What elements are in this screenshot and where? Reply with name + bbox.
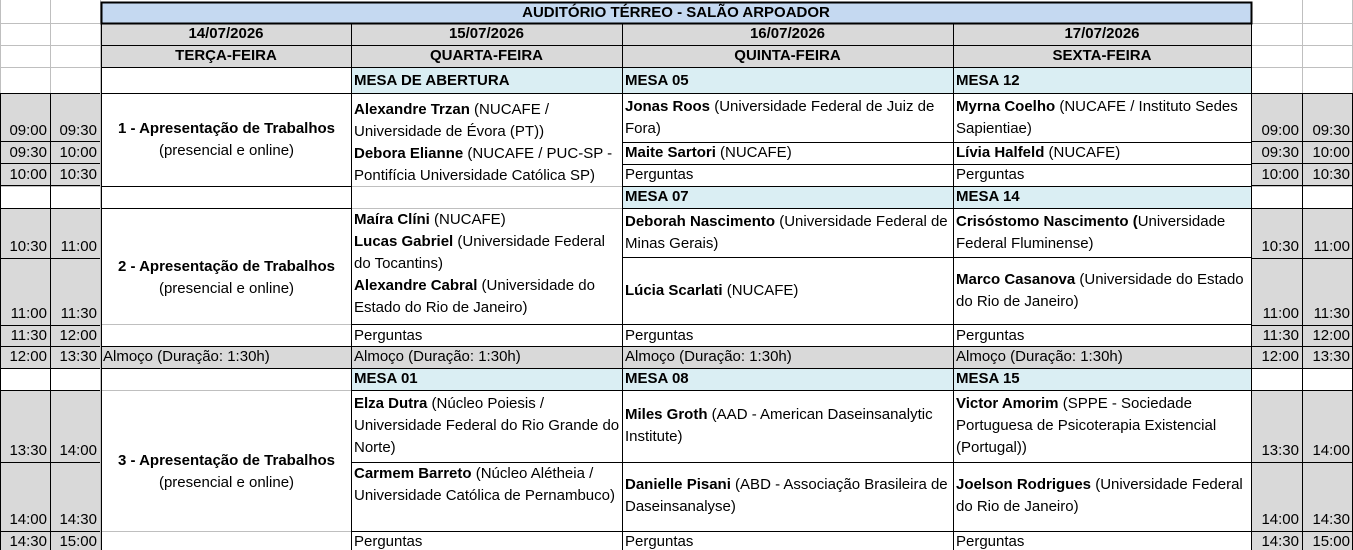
questions-label: Perguntas — [354, 327, 423, 344]
room-title: AUDITÓRIO TÉRREO - SALÃO ARPOADOR — [522, 4, 830, 21]
day-date-4: 17/07/2026 — [1064, 25, 1140, 42]
speaker-name: Lívia Halfeld — [956, 144, 1045, 161]
time-end: 15:00 — [1312, 533, 1350, 550]
speaker-entry — [622, 96, 953, 140]
speaker-entry — [953, 269, 1251, 313]
speaker-name: Marco Casanova — [956, 271, 1076, 288]
time-end: 15:00 — [59, 533, 97, 550]
time-end: 13:30 — [1312, 348, 1350, 365]
speaker-affiliation: (SPPE - Sociedade Portuguesa de Psicoterapia Existencial (Portugal)) — [956, 395, 1217, 456]
session-title: 1 - Apresentação de Trabalhos — [117, 120, 336, 137]
speaker-name: Debora Elianne — [354, 145, 464, 162]
mesa-heading: MESA 05 — [625, 72, 689, 89]
lunch-label: Almoço (Duração: 1:30h) — [354, 348, 521, 365]
time-start: 09:00 — [9, 122, 47, 139]
speaker-affiliation: Universidade Federal Fluminense) — [956, 213, 1226, 252]
speaker-name: Maite Sartori — [625, 144, 716, 161]
speaker-affiliation: (Universidade Federal do Rio de Janeiro) — [956, 476, 1243, 515]
speaker-entry — [351, 463, 622, 529]
speaker-name: Alexandre Cabral — [354, 277, 478, 294]
speaker-entry — [351, 143, 622, 209]
speaker-affiliation: (NUCAFE / PUC-SP - Pontifícia Universidade Católica SP) — [354, 145, 613, 184]
time-end: 11:00 — [60, 238, 97, 255]
speaker-entry — [622, 211, 953, 255]
questions-label: Perguntas — [956, 533, 1025, 550]
questions-label: Perguntas — [625, 327, 694, 344]
mesa-heading: MESA 15 — [956, 370, 1020, 387]
speaker-affiliation: (Universidade Federal de Minas Gerais) — [625, 213, 948, 252]
speaker-entry — [351, 275, 622, 319]
mesa-heading: MESA DE ABERTURA — [354, 72, 510, 89]
time-end: 10:00 — [59, 144, 97, 161]
time-end: 09:30 — [1312, 122, 1350, 139]
questions-label: Perguntas — [956, 327, 1025, 344]
time-start: 12:00 — [1261, 348, 1299, 365]
mesa-heading: MESA 08 — [625, 370, 689, 387]
time-end: 14:30 — [59, 511, 97, 528]
time-start: 14:00 — [9, 511, 47, 528]
time-start: 10:30 — [9, 238, 47, 255]
speaker-affiliation: (NUCAFE) — [722, 282, 799, 299]
speaker-affiliation: (Núcleo Alétheia / Universidade Católica de Pernambuco) — [354, 465, 615, 504]
speaker-name: Lucas Gabriel — [354, 233, 454, 250]
time-start: 12:00 — [9, 348, 47, 365]
tuesday-session-1 — [102, 118, 351, 164]
session-mode: (presencial e online) — [158, 142, 295, 159]
time-end: 11:30 — [60, 305, 97, 322]
speaker-name: Alexandre Trzan — [354, 101, 470, 118]
lunch-label: Almoço (Duração: 1:30h) — [625, 348, 792, 365]
day-date-2: 15/07/2026 — [448, 25, 525, 42]
time-end: 10:30 — [1312, 166, 1350, 183]
time-end: 10:30 — [59, 166, 97, 183]
speaker-affiliation: (NUCAFE) — [715, 144, 792, 161]
session-title: 3 - Apresentação de Trabalhos — [117, 452, 336, 469]
time-start: 10:30 — [1261, 238, 1299, 255]
session-mode: (presencial e online) — [158, 280, 295, 297]
day-date-3: 16/07/2026 — [749, 25, 826, 42]
speaker-affiliation: (Universidade do Estado do Rio de Janeiro) — [956, 271, 1244, 310]
speaker-entry — [351, 209, 622, 231]
speaker-entry — [622, 404, 953, 448]
time-end: 14:30 — [1312, 511, 1350, 528]
speaker-name: Victor Amorim — [956, 395, 1059, 412]
time-start: 11:30 — [1262, 327, 1299, 344]
time-start: 09:30 — [1261, 144, 1299, 161]
speaker-entry — [953, 211, 1251, 255]
speaker-entry — [622, 280, 953, 302]
speaker-affiliation: (Universidade Federal do Tocantins) — [354, 233, 605, 272]
day-weekday-1: TERÇA-FEIRA — [175, 47, 277, 64]
speaker-name: Elza Dutra — [354, 395, 428, 412]
day-weekday-4: SEXTA-FEIRA — [1052, 47, 1152, 64]
speaker-entry — [622, 474, 953, 518]
questions-label: Perguntas — [354, 533, 423, 550]
speaker-affiliation: (NUCAFE) — [429, 211, 506, 228]
time-start: 10:00 — [1261, 166, 1299, 183]
questions-label: Perguntas — [956, 166, 1025, 183]
time-end: 10:00 — [1312, 144, 1350, 161]
time-start: 10:00 — [9, 166, 47, 183]
speaker-name: Jonas Roos — [625, 98, 711, 115]
questions-label: Perguntas — [625, 166, 694, 183]
day-weekday-3: QUINTA-FEIRA — [734, 47, 841, 64]
time-start: 09:30 — [9, 144, 47, 161]
time-end: 14:00 — [59, 442, 97, 459]
time-end: 12:00 — [1312, 327, 1350, 344]
day-weekday-2: QUARTA-FEIRA — [429, 47, 544, 64]
time-start: 11:30 — [10, 327, 47, 344]
mesa-heading: MESA 07 — [625, 188, 689, 205]
speaker-name: Miles Groth — [625, 406, 708, 423]
speaker-entry — [953, 474, 1251, 518]
questions-label: Perguntas — [625, 533, 694, 550]
speaker-name: Maíra Clíni — [354, 211, 430, 228]
time-start: 13:30 — [9, 442, 47, 459]
speaker-name: Danielle Pisani — [625, 476, 731, 493]
speaker-entry — [351, 393, 622, 459]
speaker-affiliation: (AAD - American Daseinsanalytic Institute) — [625, 406, 933, 445]
time-end: 11:30 — [1313, 305, 1350, 322]
speaker-affiliation: (NUCAFE / Universidade de Évora (PT)) — [354, 101, 550, 140]
time-start: 14:30 — [9, 533, 47, 550]
time-start: 11:00 — [1262, 305, 1299, 322]
speaker-entry — [622, 142, 953, 164]
speaker-affiliation: (Universidade Federal de Juiz de Fora) — [625, 98, 935, 137]
speaker-entry — [953, 393, 1251, 459]
time-end: 12:00 — [59, 327, 97, 344]
tuesday-lunch: Almoço (Duração: 1:30h) — [103, 348, 270, 365]
mesa-heading: MESA 14 — [956, 188, 1020, 205]
mesa-heading: MESA 01 — [354, 370, 418, 387]
time-end: 09:30 — [59, 122, 97, 139]
time-start: 13:30 — [1261, 442, 1299, 459]
time-end: 14:00 — [1312, 442, 1350, 459]
time-start: 11:00 — [10, 305, 47, 322]
speaker-name: Joelson Rodrigues — [956, 476, 1092, 493]
speaker-name: Myrna Coelho — [956, 98, 1056, 115]
time-start: 14:30 — [1261, 533, 1299, 550]
speaker-affiliation: (ABD - Associação Brasileira de Daseinsanalyse) — [625, 476, 948, 515]
day-date-1: 14/07/2026 — [188, 25, 264, 42]
time-start: 14:00 — [1261, 511, 1299, 528]
time-start: 09:00 — [1261, 122, 1299, 139]
speaker-name: Crisóstomo Nascimento ( — [956, 213, 1138, 230]
time-end: 13:30 — [59, 348, 97, 365]
session-mode: (presencial e online) — [158, 474, 295, 491]
lunch-label: Almoço (Duração: 1:30h) — [956, 348, 1123, 365]
speaker-affiliation: (Núcleo Poiesis / Universidade Federal do Rio Grande do Norte) — [354, 395, 620, 456]
speaker-name: Carmem Barreto — [354, 465, 472, 482]
speaker-name: Deborah Nascimento — [625, 213, 776, 230]
session-title: 2 - Apresentação de Trabalhos — [117, 258, 336, 275]
speaker-name: Lúcia Scarlati — [625, 282, 723, 299]
speaker-affiliation: (NUCAFE / Instituto Sedes Sapientiae) — [956, 98, 1238, 137]
mesa-heading: MESA 12 — [956, 72, 1020, 89]
tuesday-session-2 — [102, 256, 351, 302]
speaker-entry — [351, 99, 622, 143]
speaker-affiliation: (NUCAFE) — [1044, 144, 1121, 161]
time-end: 11:00 — [1313, 238, 1350, 255]
speaker-entry — [351, 231, 622, 275]
speaker-entry — [953, 142, 1251, 164]
speaker-affiliation: (Universidade do Estado do Rio de Janeiro) — [354, 277, 595, 316]
speaker-entry — [953, 96, 1251, 140]
tuesday-session-3 — [102, 450, 351, 496]
